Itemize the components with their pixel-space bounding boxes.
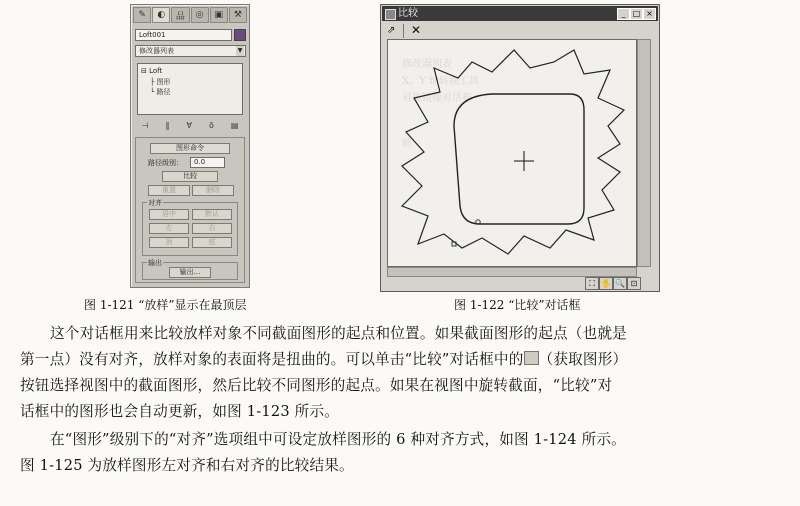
align-left-button[interactable]: 左 <box>149 223 189 234</box>
make-unique-icon[interactable]: ∀ <box>186 120 192 130</box>
stack-item-loft[interactable]: ⊟ Loft <box>141 67 163 75</box>
remove-modifier-icon[interactable]: ō <box>209 120 214 130</box>
caption-figure-121: 图 1-121 “放样”显示在最顶层 <box>84 298 247 312</box>
rounded-square-shape <box>454 94 584 224</box>
horizontal-scrollbar[interactable] <box>387 267 637 277</box>
align-top-button[interactable]: 顶 <box>149 237 189 248</box>
vertical-scrollbar[interactable] <box>637 39 651 267</box>
stack-toolbar <box>133 119 247 131</box>
caption-figure-122: 图 1-122 “比较”对话框 <box>454 298 581 312</box>
pan-hand-icon[interactable]: ✋ <box>599 277 613 290</box>
pick-shape-icon[interactable]: ⇗ <box>387 25 396 36</box>
modifier-stack[interactable] <box>137 63 243 115</box>
maximize-icon[interactable]: □ <box>630 8 643 20</box>
zoom-extents-icon[interactable]: ⛶ <box>585 277 599 290</box>
output-group <box>142 259 238 280</box>
dialog-toolbar <box>383 23 657 39</box>
align-center-button[interactable]: 居中 <box>149 209 189 220</box>
path-level-label: 路径级别： <box>148 159 183 167</box>
compare-shapes <box>388 40 636 266</box>
toolbar-divider <box>403 24 404 38</box>
output-group-label: 输出 <box>148 259 162 267</box>
stack-item-shape[interactable]: ├ 图形 <box>150 78 171 86</box>
paragraph-line-2: 第一点）没有对齐，放样对象的表面将是扭曲的。可以单击“比较”对话框中的 （获取图形） <box>20 351 628 368</box>
chevron-down-icon[interactable]: ▼ <box>237 47 243 54</box>
modifier-list-dropdown[interactable] <box>135 45 246 57</box>
app-icon <box>385 9 396 20</box>
paragraph-line-3: 按钮选择视图中的截面图形，然后比较不同图形的起点。如果在视图中旋转截面，“比较”对 <box>20 377 613 394</box>
get-shape-icon <box>524 351 539 365</box>
hierarchy-tab-icon[interactable]: 品 <box>171 7 189 23</box>
utilities-tab-icon[interactable]: ⚒ <box>229 7 247 23</box>
compare-button[interactable]: 比较 <box>162 171 218 182</box>
align-default-button[interactable]: 默认 <box>192 209 232 220</box>
bleed-through-text: 修改器列表 X、Y 轴转换工具 对象镜像对话框 前 <box>402 59 479 149</box>
zoom-icon[interactable]: 🔍 <box>613 277 627 290</box>
motion-tab-icon[interactable]: ◎ <box>191 7 209 23</box>
delete-button[interactable]: 删除 <box>192 185 234 196</box>
create-tab-icon[interactable]: ✎ <box>133 7 151 23</box>
modify-tab-icon[interactable]: ◐ <box>152 7 170 23</box>
stack-item-path[interactable]: └ 路径 <box>150 88 171 96</box>
shape-commands-rollout <box>135 137 245 283</box>
modifier-list-label: 修改器列表 <box>139 47 174 55</box>
pin-stack-icon[interactable]: ⊣ <box>141 120 149 130</box>
compare-viewport[interactable] <box>387 39 637 267</box>
paragraph-line-6: 图 1-125 为放样图形左对齐和右对齐的比较结果。 <box>20 457 354 474</box>
object-color-swatch[interactable] <box>234 29 246 41</box>
dialog-titlebar <box>382 6 658 21</box>
align-group <box>142 199 238 256</box>
align-bottom-button[interactable]: 底 <box>192 237 232 248</box>
compare-dialog <box>380 4 660 292</box>
object-name-field[interactable]: Loft001 <box>135 29 232 41</box>
output-button[interactable]: 输出... <box>169 267 211 278</box>
reset-button[interactable]: 重置 <box>148 185 190 196</box>
zoom-region-icon[interactable]: ⊡ <box>627 277 641 290</box>
modify-panel <box>130 4 250 288</box>
align-group-label: 对齐 <box>148 199 162 207</box>
reset-x-icon[interactable]: ✕ <box>411 23 422 37</box>
configure-sets-icon[interactable]: ▤ <box>230 120 239 130</box>
dialog-title: 比较 <box>398 8 418 19</box>
paragraph-line-5: 在“图形”级别下的“对齐”选项组中可设定放样图形的 6 种对齐方式，如图 1-124 所示。 <box>50 431 626 448</box>
rollout-header[interactable]: 图形命令 <box>150 143 230 154</box>
path-level-spinner[interactable]: 0.0 <box>190 157 225 168</box>
command-panel-tabs <box>133 7 247 23</box>
origin-crosshair-icon <box>514 151 534 171</box>
paragraph-line-1: 这个对话框用来比较放样对象不同截面图形的起点和位置。如果截面图形的起点（也就是 <box>50 325 627 342</box>
minimize-icon[interactable]: _ <box>617 8 630 20</box>
close-icon[interactable]: × <box>643 8 656 20</box>
paragraph-line-4: 话框中的图形也会自动更新，如图 1-123 所示。 <box>20 403 340 420</box>
display-tab-icon[interactable]: ▣ <box>210 7 228 23</box>
show-end-result-icon[interactable]: ‖ <box>165 120 170 130</box>
align-right-button[interactable]: 右 <box>192 223 232 234</box>
